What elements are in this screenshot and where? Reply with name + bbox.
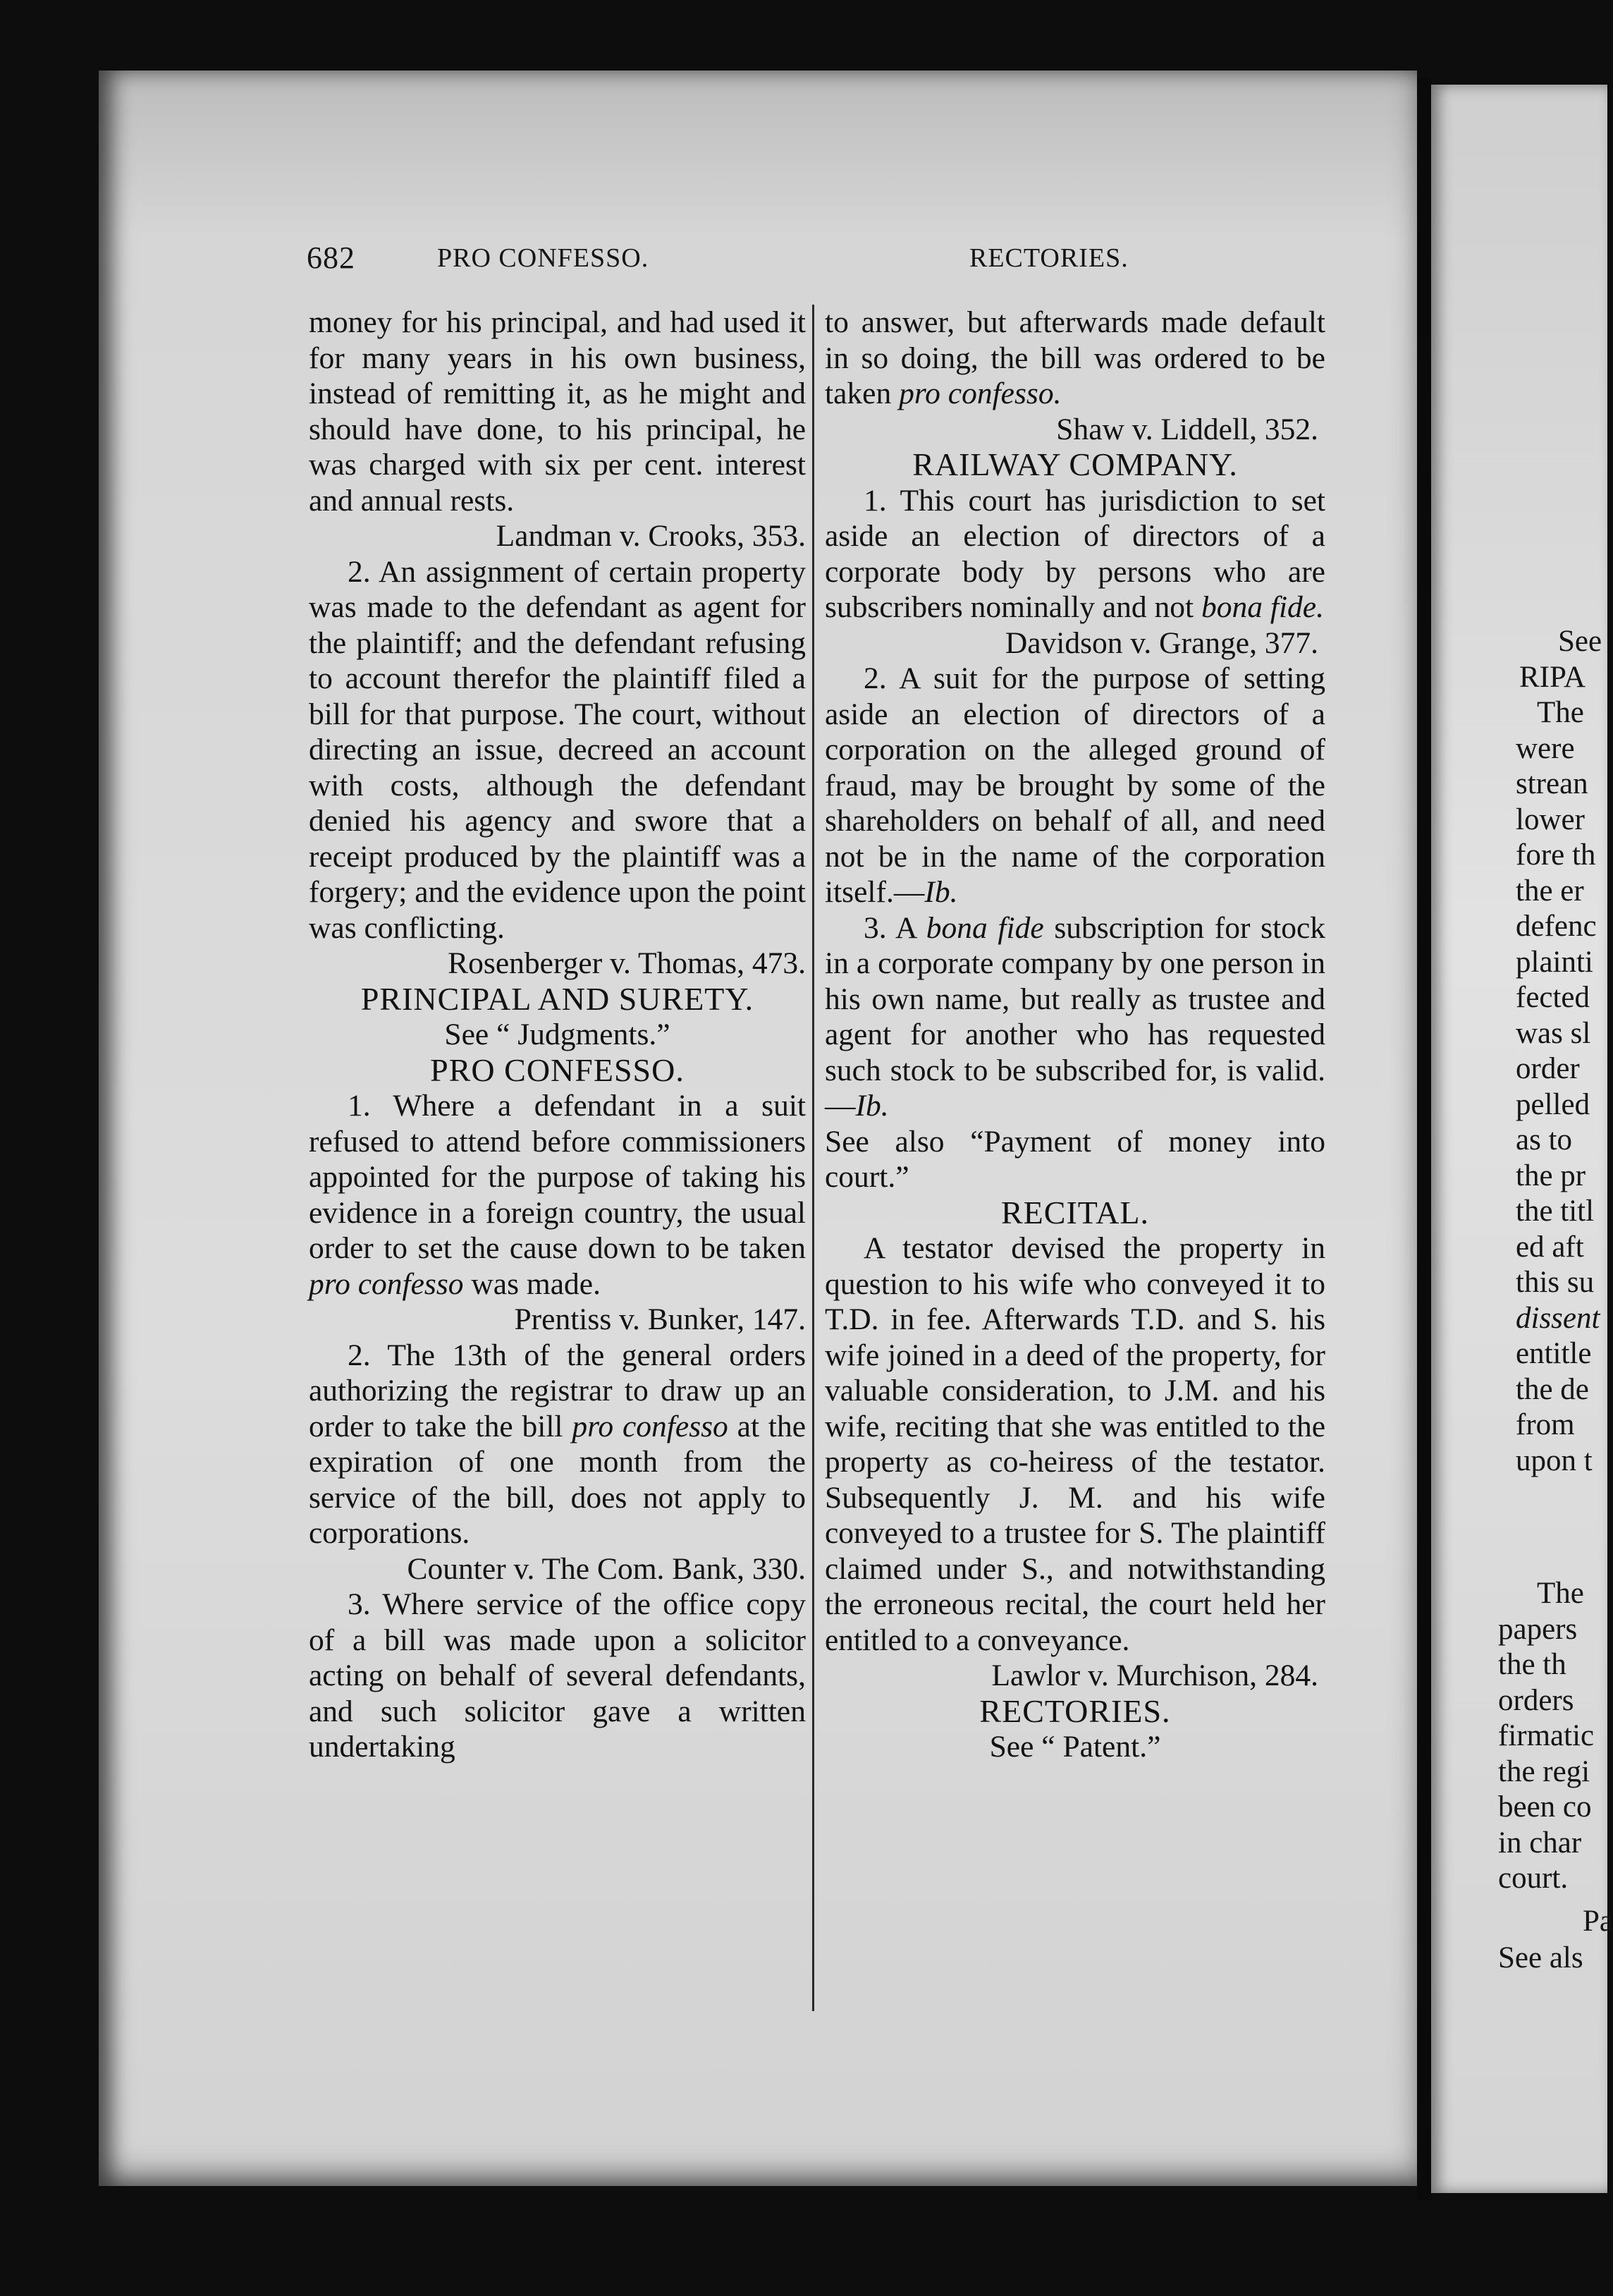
section-heading: PRO CONFESSO.	[430, 1051, 685, 1088]
text-run: 3. A	[864, 910, 926, 945]
paragraph	[825, 483, 1325, 625]
text-run: 1. Where a defendant in a suit refused to attend before commissioners appointed for the purpose of taking his evidence in a foreign country, the usual order to set the cause down to be taken	[309, 1089, 806, 1265]
italic-term: bona fide.	[1201, 590, 1324, 624]
cross-reference: See also “Payment of money into court.”	[825, 1124, 1325, 1194]
fragment-line: the th	[1498, 1648, 1566, 1681]
fragment-line: defenc	[1516, 910, 1597, 943]
section-heading: PRINCIPAL AND SURETY.	[360, 980, 754, 1017]
fragment-line: the titl	[1516, 1195, 1595, 1228]
fragment-line: this su	[1516, 1266, 1595, 1299]
fragment-line: order	[1516, 1052, 1580, 1085]
paragraph: money for his principal, and had used it for many years in his own business, instead of remitting it, as he might and should have done, to his principal, he was charged with six per cent. interest and annual rests.	[309, 305, 806, 518]
fragment-line: firmatic	[1498, 1719, 1595, 1752]
paragraph	[825, 305, 1325, 412]
running-header	[307, 240, 1153, 282]
fragment-line: The	[1537, 696, 1584, 729]
text-run: 2. The 13th of the general orders authorizing the registrar to draw up an order to take the bill	[309, 1338, 806, 1443]
italic-term: Ib.	[924, 875, 958, 909]
paragraph	[309, 1088, 806, 1302]
italic-term: pro confesso	[572, 1409, 728, 1443]
cross-reference: See “ Judgments.”	[444, 1018, 670, 1051]
fragment-line: See	[1558, 625, 1602, 658]
text-run: to answer, but afterwards made default in so doing, the bill was ordered to be taken	[825, 305, 1325, 410]
fragment-line: ed aft	[1516, 1230, 1584, 1264]
fragment-line: Pa	[1583, 1905, 1613, 1938]
fragment-line: from	[1516, 1408, 1575, 1441]
fragment-line: were	[1516, 731, 1575, 765]
fragment-line: See als	[1498, 1941, 1583, 1974]
fragment-line: fore th	[1516, 838, 1596, 872]
fragment-line: The	[1537, 1577, 1584, 1610]
fragment-line: as to	[1516, 1123, 1573, 1156]
case-citation: Counter v. The Com. Bank, 330.	[407, 1551, 806, 1586]
italic-term: pro confesso.	[899, 377, 1062, 410]
fragment-line: in char	[1498, 1826, 1582, 1860]
fragment-line: dissent	[1516, 1301, 1600, 1335]
page-number: 682	[307, 240, 355, 275]
fragment-line: been co	[1498, 1790, 1592, 1824]
cross-reference: See “ Patent.”	[989, 1730, 1161, 1764]
fragment-line: plainti	[1516, 945, 1593, 979]
paragraph	[825, 661, 1325, 910]
fragment-line: strean	[1516, 767, 1588, 800]
text-run: 2. A suit for the purpose of setting aside an election of directors of a corporation on the alleged ground of fraud, may be brought by some of the shareholders on behalf of all, and need not be in the name of the corporation itself.—	[825, 661, 1325, 909]
right-column	[825, 305, 1325, 1765]
paragraph	[309, 1338, 806, 1551]
fragment-line: orders	[1498, 1683, 1574, 1717]
text-run: was made.	[463, 1266, 601, 1301]
case-citation: Rosenberger v. Thomas, 473.	[448, 946, 806, 980]
paragraph: 2. An assignment of certain property was made to the defendant as agent for the plaintiff; and the defendant refusing to account therefor the plaintiff filed a bill for that purpose. The court, without directing an issue, decreed an account with costs, although the defendant denied his agency and swore that a receipt produced by the plaintiff was a forgery; and the evidence upon the point was conflicting.	[309, 554, 806, 945]
section-heading: RECTORIES.	[979, 1692, 1171, 1729]
paragraph: 3. Where service of the office copy of a bill was made upon a solicitor acting on behalf of several defendants, and such solicitor gave a written undertaking	[309, 1587, 806, 1764]
paragraph: A testator devised the property in question to his wife who conveyed it to T.D. in fee. Afterwards T.D. and S. his wife joined in a deed of the property, for valuable consideration, to J.M. and his wife, reciting that she was entitled to the property as co-heiress of the testator. Subsequently J. M. and his wife conveyed to a trustee for S. The plaintiff claimed under S., and notwithstanding the erroneous recital, the court held her entitled to a conveyance.	[825, 1231, 1325, 1657]
text-run: 1. This court has jurisdiction to set aside an election of directors of a corporate body by persons who are subscribers nominally and not	[825, 483, 1325, 624]
fragment-line: the regi	[1498, 1754, 1590, 1788]
fragment-line: the er	[1516, 874, 1584, 908]
fragment-line: pelled	[1516, 1087, 1590, 1121]
column-rule	[812, 305, 814, 2011]
italic-term: bona fide	[926, 910, 1044, 945]
case-citation: Davidson v. Grange, 377.	[1005, 625, 1318, 660]
italic-term: pro confesso	[309, 1266, 464, 1301]
case-citation: Lawlor v. Murchison, 284.	[991, 1659, 1318, 1692]
fragment-line: court.	[1498, 1862, 1569, 1895]
section-heading: RECITAL.	[1000, 1194, 1149, 1231]
fragment-line: fected	[1516, 981, 1590, 1014]
text-run: subscription for stock in a corporate company by one person in his own name, but really as trustee and agent for another who has requested such stock to be subscribed for, is valid.—	[825, 910, 1325, 1123]
fragment-line: the de	[1516, 1372, 1589, 1406]
fragment-line: lower	[1516, 802, 1585, 836]
italic-term: Ib.	[855, 1089, 889, 1123]
fragment-line: entitle	[1516, 1337, 1592, 1370]
left-column	[309, 305, 806, 1765]
left-running-head: PRO CONFESSO.	[437, 243, 649, 273]
fragment-line: upon t	[1516, 1443, 1593, 1477]
fragment-line: RIPA	[1519, 660, 1586, 694]
page-gutter	[1417, 78, 1431, 2200]
case-citation: Landman v. Crooks, 353.	[496, 519, 806, 553]
fragment-line: papers	[1498, 1612, 1578, 1646]
fragment-line: was sl	[1516, 1016, 1591, 1050]
fragment-line: the pr	[1516, 1159, 1586, 1192]
section-heading: RAILWAY COMPANY.	[912, 446, 1238, 482]
paragraph	[825, 910, 1325, 1124]
case-citation: Shaw v. Liddell, 352.	[1056, 412, 1318, 446]
right-running-head: RECTORIES.	[969, 243, 1129, 273]
text-run: at the expiration of one month from the service of the bill, does not apply to corporations.	[309, 1409, 806, 1550]
case-citation: Prentiss v. Bunker, 147.	[514, 1302, 806, 1336]
